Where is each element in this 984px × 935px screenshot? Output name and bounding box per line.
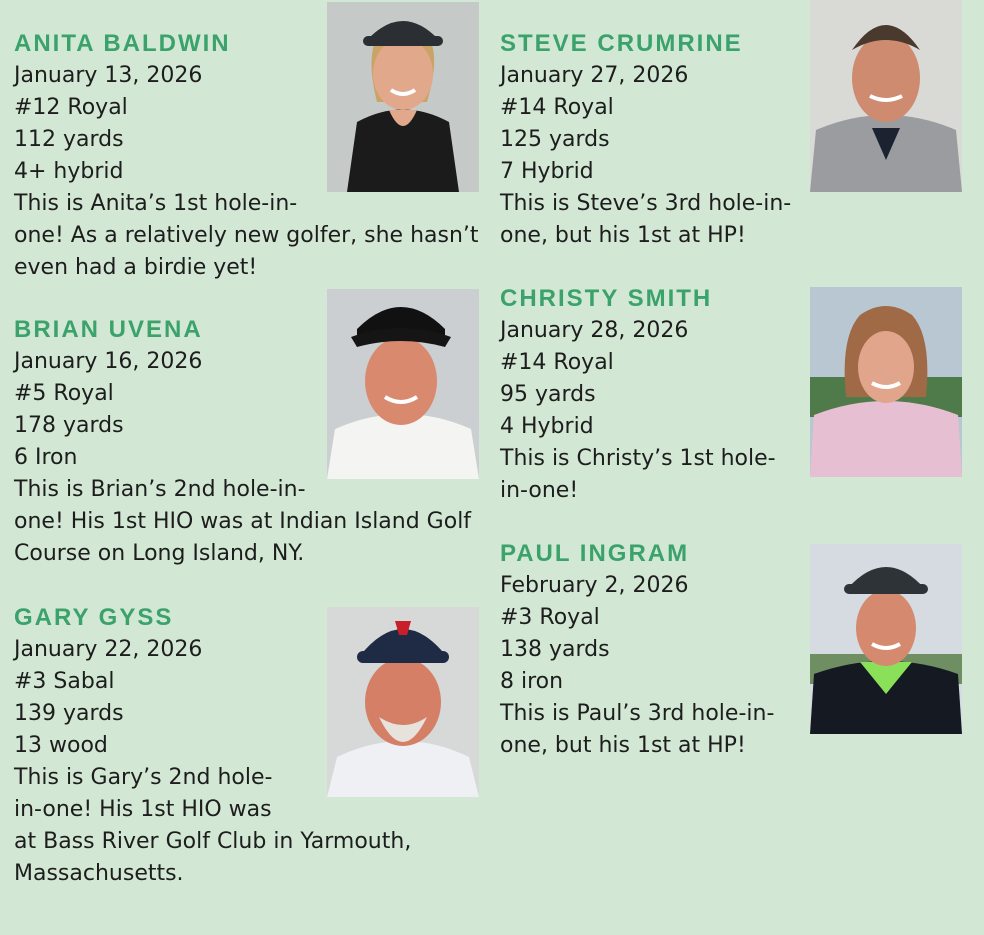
entry-steve-crumrine [500,28,791,252]
date: January 27, 2026 [500,63,689,88]
photo-steve-crumrine [810,0,962,192]
photo-christy-smith [810,287,962,477]
story-line: at Bass River Golf Club in Yarmouth, [14,829,412,854]
yardage: 178 yards [14,413,124,438]
story-line: This is Gary’s 2nd hole- [14,765,273,790]
entry-paul-ingram [500,538,774,762]
golfer-name: ANITA BALDWIN [14,30,231,57]
photo-gary-gyss [327,607,479,797]
hole: #3 Sabal [14,669,115,694]
club: 8 iron [500,669,564,694]
club: 6 Iron [14,445,78,470]
photo-brian-uvena [327,289,479,479]
club: 4+ hybrid [14,159,124,184]
date: January 16, 2026 [14,349,203,374]
hole: #14 Royal [500,350,614,375]
club: 13 wood [14,733,108,758]
story-line: one, but his 1st at HP! [500,733,746,758]
yardage: 112 yards [14,127,124,152]
story-line: in-one! [500,478,579,503]
date: January 22, 2026 [14,637,203,662]
story-line: Course on Long Island, NY. [14,541,305,566]
hole: #12 Royal [14,95,128,120]
yardage: 138 yards [500,637,610,662]
story-line: Massachusetts. [14,861,184,886]
club: 7 Hybrid [500,159,594,184]
story-line: one, but his 1st at HP! [500,223,746,248]
date: February 2, 2026 [500,573,689,598]
photo-paul-ingram [810,544,962,734]
hole: #5 Royal [14,381,114,406]
story-line: in-one! His 1st HIO was [14,797,272,822]
date: January 13, 2026 [14,63,203,88]
story-line: This is Paul’s 3rd hole-in- [500,701,775,726]
yardage: 125 yards [500,127,610,152]
hole: #3 Royal [500,605,600,630]
entry-christy-smith [500,283,776,507]
golfer-name: CHRISTY SMITH [500,285,713,312]
story-line: This is Christy’s 1st hole- [500,446,776,471]
golfer-name: GARY GYSS [14,604,174,631]
date: January 28, 2026 [500,318,689,343]
story-line: even had a birdie yet! [14,255,258,280]
golfer-name: PAUL INGRAM [500,540,690,567]
story-line: one! His 1st HIO was at Indian Island Golf [14,509,472,534]
hole: #14 Royal [500,95,614,120]
story-line: This is Anita’s 1st hole-in- [14,191,298,216]
story-line: This is Brian’s 2nd hole-in- [14,477,306,502]
photo-anita-baldwin [327,2,479,192]
golfer-name: BRIAN UVENA [14,316,203,343]
story-line: This is Steve’s 3rd hole-in- [500,191,792,216]
club: 4 Hybrid [500,414,594,439]
story-line: one! As a relatively new golfer, she hasn’t [14,223,479,248]
yardage: 139 yards [14,701,124,726]
yardage: 95 yards [500,382,596,407]
golfer-name: STEVE CRUMRINE [500,30,743,57]
